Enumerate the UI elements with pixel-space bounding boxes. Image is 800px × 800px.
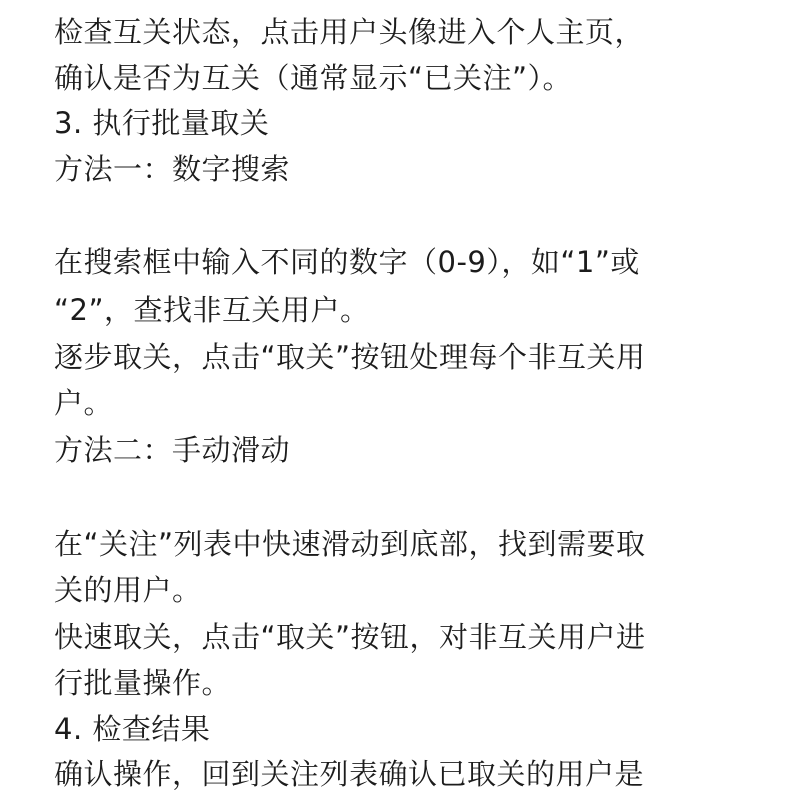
text-line: 逐步取关，点击“取关”按钮处理每个非互关用 <box>54 340 646 374</box>
text-line: 确认是否为互关（通常显示“已关注”）。 <box>54 61 573 95</box>
text-line: 户。 <box>54 386 114 420</box>
text-line: 行批量操作。 <box>54 666 232 700</box>
section-heading: 4. 检查结果 <box>54 712 211 746</box>
text-line: 确认操作，回到关注列表确认已取关的用户是 <box>54 757 645 791</box>
method-heading: 方法二：手动滑动 <box>54 433 291 467</box>
text-line: 关的用户。 <box>54 573 202 607</box>
method-heading: 方法一：数字搜索 <box>54 152 291 186</box>
text-line: “2”，查找非互关用户。 <box>54 293 370 327</box>
text-line: 在搜索框中输入不同的数字（0-9），如“1”或 <box>54 245 640 279</box>
text-line: 检查互关状态，点击用户头像进入个人主页， <box>54 15 645 49</box>
text-line: 快速取关，点击“取关”按钮，对非互关用户进 <box>54 620 646 654</box>
text-line: 在“关注”列表中快速滑动到底部，找到需要取 <box>54 527 646 561</box>
section-heading: 3. 执行批量取关 <box>54 106 270 140</box>
